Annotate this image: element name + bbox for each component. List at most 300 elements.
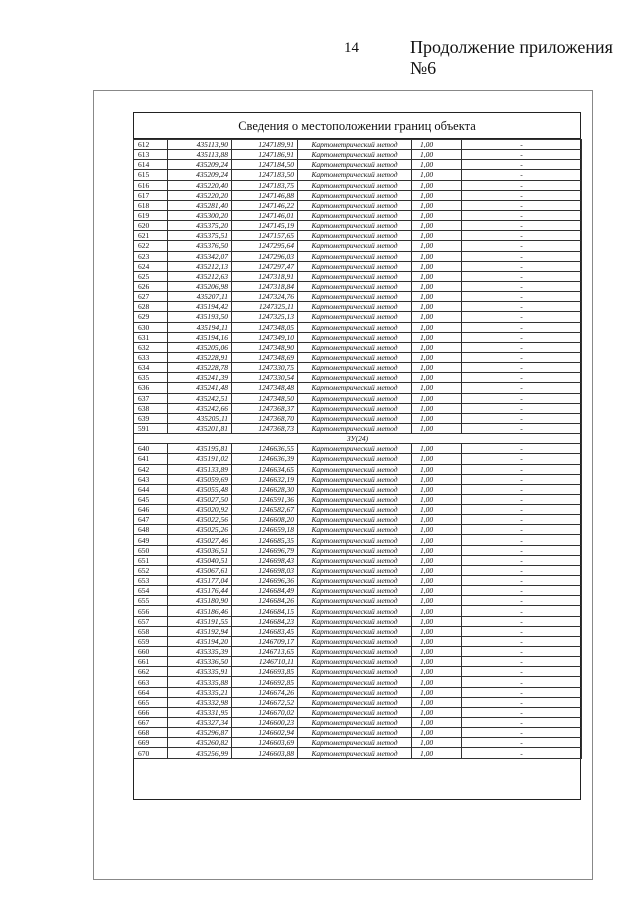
method-cell: Картометрический метод	[298, 667, 412, 677]
table-row	[134, 718, 582, 728]
description-cell: -	[462, 241, 582, 251]
coordinate-x: 435194,16	[168, 332, 232, 342]
accuracy-cell: 1,00	[412, 667, 462, 677]
point-number: 648	[134, 525, 168, 535]
point-number: 637	[134, 393, 168, 403]
method-cell: Картометрический метод	[298, 292, 412, 302]
coordinate-y: 1246634,65	[232, 464, 298, 474]
description-cell: -	[462, 342, 582, 352]
page-number: 14	[344, 40, 359, 56]
description-cell: -	[462, 545, 582, 555]
accuracy-cell: 1,00	[412, 413, 462, 423]
accuracy-cell: 1,00	[412, 515, 462, 525]
point-number: 613	[134, 150, 168, 160]
accuracy-cell: 1,00	[412, 677, 462, 687]
accuracy-cell: 1,00	[412, 474, 462, 484]
coordinate-x: 435220,20	[168, 190, 232, 200]
coordinate-x: 435195,81	[168, 444, 232, 454]
accuracy-cell: 1,00	[412, 535, 462, 545]
coordinate-y: 1246693,85	[232, 667, 298, 677]
coordinate-y: 1247368,73	[232, 423, 298, 433]
method-cell: Картометрический метод	[298, 423, 412, 433]
method-cell: Картометрический метод	[298, 322, 412, 332]
point-number: 640	[134, 444, 168, 454]
description-cell: -	[462, 454, 582, 464]
point-number: 617	[134, 190, 168, 200]
description-cell: -	[462, 707, 582, 717]
method-cell: Картометрический метод	[298, 140, 412, 150]
table-row	[134, 150, 582, 160]
coordinate-x: 435242,51	[168, 393, 232, 403]
point-number: 641	[134, 454, 168, 464]
description-cell: -	[462, 271, 582, 281]
description-cell: -	[462, 393, 582, 403]
table-row	[134, 505, 582, 515]
coordinate-y: 1247318,84	[232, 281, 298, 291]
accuracy-cell: 1,00	[412, 261, 462, 271]
accuracy-cell: 1,00	[412, 444, 462, 454]
coordinate-y: 1246659,18	[232, 525, 298, 535]
accuracy-cell: 1,00	[412, 383, 462, 393]
method-cell: Картометрический метод	[298, 515, 412, 525]
point-number: 659	[134, 636, 168, 646]
method-cell: Картометрический метод	[298, 555, 412, 565]
accuracy-cell: 1,00	[412, 363, 462, 373]
accuracy-cell: 1,00	[412, 505, 462, 515]
section-row	[134, 434, 582, 444]
point-number: 618	[134, 200, 168, 210]
accuracy-cell: 1,00	[412, 697, 462, 707]
coordinate-x: 435332,98	[168, 697, 232, 707]
accuracy-cell: 1,00	[412, 616, 462, 626]
accuracy-cell: 1,00	[412, 718, 462, 728]
coordinate-y: 1246710,11	[232, 657, 298, 667]
table-row	[134, 738, 582, 748]
accuracy-cell: 1,00	[412, 241, 462, 251]
coordinate-x: 435296,87	[168, 728, 232, 738]
coordinate-y: 1247297,47	[232, 261, 298, 271]
description-cell: -	[462, 210, 582, 220]
accuracy-cell: 1,00	[412, 271, 462, 281]
coordinate-x: 435375,51	[168, 231, 232, 241]
description-cell: -	[462, 464, 582, 474]
description-cell: -	[462, 363, 582, 373]
accuracy-cell: 1,00	[412, 180, 462, 190]
coordinate-y: 1247189,91	[232, 140, 298, 150]
method-cell: Картометрический метод	[298, 363, 412, 373]
coordinate-y: 1247146,88	[232, 190, 298, 200]
accuracy-cell: 1,00	[412, 190, 462, 200]
coordinate-y: 1247348,50	[232, 393, 298, 403]
point-number: 644	[134, 484, 168, 494]
table-row	[134, 170, 582, 180]
coordinate-y: 1247183,75	[232, 180, 298, 190]
description-cell: -	[462, 576, 582, 586]
coordinate-y: 1247146,01	[232, 210, 298, 220]
method-cell: Картометрический метод	[298, 657, 412, 667]
description-cell: -	[462, 647, 582, 657]
point-number: 622	[134, 241, 168, 251]
table-row	[134, 636, 582, 646]
point-number: 655	[134, 596, 168, 606]
description-cell: -	[462, 586, 582, 596]
accuracy-cell: 1,00	[412, 494, 462, 504]
accuracy-cell: 1,00	[412, 352, 462, 362]
table-row	[134, 292, 582, 302]
description-cell: -	[462, 150, 582, 160]
method-cell: Картометрический метод	[298, 444, 412, 454]
method-cell: Картометрический метод	[298, 413, 412, 423]
point-number: 625	[134, 271, 168, 281]
description-cell: -	[462, 657, 582, 667]
method-cell: Картометрический метод	[298, 596, 412, 606]
coordinate-x: 435191,02	[168, 454, 232, 464]
coordinate-x: 435020,92	[168, 505, 232, 515]
table-row	[134, 748, 582, 758]
description-cell: -	[462, 494, 582, 504]
accuracy-cell: 1,00	[412, 312, 462, 322]
coordinate-x: 435205,11	[168, 413, 232, 423]
coordinate-x: 435335,91	[168, 667, 232, 677]
accuracy-cell: 1,00	[412, 626, 462, 636]
description-cell: -	[462, 261, 582, 271]
table-row	[134, 606, 582, 616]
coordinate-x: 435205,06	[168, 342, 232, 352]
point-number: 657	[134, 616, 168, 626]
description-cell: -	[462, 332, 582, 342]
accuracy-cell: 1,00	[412, 738, 462, 748]
description-cell: -	[462, 251, 582, 261]
coordinate-y: 1247296,03	[232, 251, 298, 261]
table-row	[134, 707, 582, 717]
table-row	[134, 363, 582, 373]
accuracy-cell: 1,00	[412, 586, 462, 596]
method-cell: Картометрический метод	[298, 748, 412, 758]
point-number: 624	[134, 261, 168, 271]
table-row	[134, 251, 582, 261]
method-cell: Картометрический метод	[298, 494, 412, 504]
table-row	[134, 383, 582, 393]
coordinate-x: 435281,40	[168, 200, 232, 210]
method-cell: Картометрический метод	[298, 586, 412, 596]
point-number: 620	[134, 221, 168, 231]
point-number: 621	[134, 231, 168, 241]
coordinate-x: 435067,61	[168, 565, 232, 575]
coordinate-y: 1246608,20	[232, 515, 298, 525]
coordinate-y: 1247146,22	[232, 200, 298, 210]
accuracy-cell: 1,00	[412, 170, 462, 180]
table-row	[134, 302, 582, 312]
point-number: 667	[134, 718, 168, 728]
table-row	[134, 647, 582, 657]
point-number: 643	[134, 474, 168, 484]
point-number: 664	[134, 687, 168, 697]
coordinate-y: 1247186,91	[232, 150, 298, 160]
coordinates-table-body	[134, 140, 582, 759]
description-cell: -	[462, 444, 582, 454]
coordinate-y: 1246696,79	[232, 545, 298, 555]
coordinate-x: 435192,94	[168, 626, 232, 636]
method-cell: Картометрический метод	[298, 302, 412, 312]
point-number: 653	[134, 576, 168, 586]
description-cell: -	[462, 616, 582, 626]
accuracy-cell: 1,00	[412, 342, 462, 352]
coordinate-y: 1246684,15	[232, 606, 298, 616]
accuracy-cell: 1,00	[412, 302, 462, 312]
coordinate-x: 435212,63	[168, 271, 232, 281]
table-row	[134, 596, 582, 606]
method-cell: Картометрический метод	[298, 677, 412, 687]
coordinate-x: 435336,50	[168, 657, 232, 667]
coordinate-x: 435027,50	[168, 494, 232, 504]
method-cell: Картометрический метод	[298, 687, 412, 697]
method-cell: Картометрический метод	[298, 738, 412, 748]
point-number: 649	[134, 535, 168, 545]
method-cell: Картометрический метод	[298, 565, 412, 575]
table-row	[134, 271, 582, 281]
table-title: Сведения о местоположении границ объекта	[238, 119, 476, 133]
description-cell: -	[462, 200, 582, 210]
method-cell: Картометрический метод	[298, 647, 412, 657]
coordinate-x: 435241,39	[168, 373, 232, 383]
accuracy-cell: 1,00	[412, 221, 462, 231]
coordinate-y: 1246632,19	[232, 474, 298, 484]
table-row	[134, 210, 582, 220]
accuracy-cell: 1,00	[412, 140, 462, 150]
table-row	[134, 180, 582, 190]
coordinate-x: 435201,81	[168, 423, 232, 433]
coordinate-y: 1246674,26	[232, 687, 298, 697]
coordinate-y: 1246603,88	[232, 748, 298, 758]
table-row	[134, 555, 582, 565]
coordinate-y: 1246696,36	[232, 576, 298, 586]
coordinate-x: 435300,20	[168, 210, 232, 220]
point-number: 660	[134, 647, 168, 657]
accuracy-cell: 1,00	[412, 525, 462, 535]
coordinate-x: 435331,95	[168, 707, 232, 717]
coordinate-y: 1246603,69	[232, 738, 298, 748]
table-row	[134, 657, 582, 667]
method-cell: Картометрический метод	[298, 373, 412, 383]
method-cell: Картометрический метод	[298, 474, 412, 484]
point-number: 635	[134, 373, 168, 383]
method-cell: Картометрический метод	[298, 464, 412, 474]
coordinate-y: 1246685,35	[232, 535, 298, 545]
table-row	[134, 312, 582, 322]
table-row	[134, 322, 582, 332]
point-number: 623	[134, 251, 168, 261]
coordinate-y: 1246684,49	[232, 586, 298, 596]
point-number: 661	[134, 657, 168, 667]
accuracy-cell: 1,00	[412, 210, 462, 220]
point-number: 636	[134, 383, 168, 393]
accuracy-cell: 1,00	[412, 636, 462, 646]
coordinate-x: 435260,82	[168, 738, 232, 748]
point-number: 654	[134, 586, 168, 596]
coordinates-table	[133, 139, 582, 759]
accuracy-cell: 1,00	[412, 687, 462, 697]
method-cell: Картометрический метод	[298, 636, 412, 646]
accuracy-cell: 1,00	[412, 657, 462, 667]
point-number: 627	[134, 292, 168, 302]
description-cell: -	[462, 555, 582, 565]
method-cell: Картометрический метод	[298, 484, 412, 494]
coordinate-y: 1247145,19	[232, 221, 298, 231]
description-cell: -	[462, 474, 582, 484]
coordinate-x: 435335,39	[168, 647, 232, 657]
point-number: 645	[134, 494, 168, 504]
method-cell: Картометрический метод	[298, 150, 412, 160]
coordinate-x: 435027,46	[168, 535, 232, 545]
point-number: 630	[134, 322, 168, 332]
point-number: 615	[134, 170, 168, 180]
coordinate-x: 435194,11	[168, 322, 232, 332]
table-row	[134, 444, 582, 454]
method-cell: Картометрический метод	[298, 576, 412, 586]
table-row	[134, 565, 582, 575]
method-cell: Картометрический метод	[298, 707, 412, 717]
accuracy-cell: 1,00	[412, 393, 462, 403]
description-cell: -	[462, 535, 582, 545]
table-row	[134, 586, 582, 596]
accuracy-cell: 1,00	[412, 576, 462, 586]
table-row	[134, 342, 582, 352]
description-cell: -	[462, 281, 582, 291]
description-cell: -	[462, 423, 582, 433]
point-number: 633	[134, 352, 168, 362]
table-row	[134, 261, 582, 271]
description-cell: -	[462, 322, 582, 332]
point-number: 650	[134, 545, 168, 555]
coordinate-x: 435342,07	[168, 251, 232, 261]
description-cell: -	[462, 170, 582, 180]
table-row	[134, 667, 582, 677]
method-cell: Картометрический метод	[298, 535, 412, 545]
description-cell: -	[462, 677, 582, 687]
coordinate-y: 1246636,39	[232, 454, 298, 464]
accuracy-cell: 1,00	[412, 423, 462, 433]
coordinate-y: 1247325,13	[232, 312, 298, 322]
coordinate-x: 435228,91	[168, 352, 232, 362]
point-number: 666	[134, 707, 168, 717]
coordinate-y: 1246672,52	[232, 697, 298, 707]
coordinate-x: 435059,69	[168, 474, 232, 484]
accuracy-cell: 1,00	[412, 292, 462, 302]
method-cell: Картометрический метод	[298, 728, 412, 738]
coordinate-x: 435207,11	[168, 292, 232, 302]
accuracy-cell: 1,00	[412, 606, 462, 616]
coordinate-y: 1247184,50	[232, 160, 298, 170]
description-cell: -	[462, 312, 582, 322]
accuracy-cell: 1,00	[412, 565, 462, 575]
description-cell: -	[462, 302, 582, 312]
table-row	[134, 200, 582, 210]
table-row	[134, 464, 582, 474]
coordinate-y: 1246628,30	[232, 484, 298, 494]
description-cell: -	[462, 596, 582, 606]
accuracy-cell: 1,00	[412, 647, 462, 657]
description-cell: -	[462, 160, 582, 170]
description-cell: -	[462, 667, 582, 677]
method-cell: Картометрический метод	[298, 200, 412, 210]
coordinate-x: 435022,56	[168, 515, 232, 525]
coordinate-y: 1247368,70	[232, 413, 298, 423]
point-number: 616	[134, 180, 168, 190]
table-row	[134, 221, 582, 231]
point-number: 631	[134, 332, 168, 342]
table-row	[134, 332, 582, 342]
method-cell: Картометрический метод	[298, 718, 412, 728]
description-cell: -	[462, 180, 582, 190]
coordinate-x: 435180,90	[168, 596, 232, 606]
table-row	[134, 728, 582, 738]
method-cell: Картометрический метод	[298, 332, 412, 342]
point-number: 614	[134, 160, 168, 170]
accuracy-cell: 1,00	[412, 281, 462, 291]
table-row	[134, 576, 582, 586]
coordinate-x: 435327,34	[168, 718, 232, 728]
coordinate-y: 1246600,23	[232, 718, 298, 728]
coordinate-y: 1246636,55	[232, 444, 298, 454]
table-row	[134, 231, 582, 241]
point-number: 612	[134, 140, 168, 150]
accuracy-cell: 1,00	[412, 454, 462, 464]
method-cell: Картометрический метод	[298, 626, 412, 636]
coordinate-x: 435193,50	[168, 312, 232, 322]
description-cell: -	[462, 636, 582, 646]
coordinate-y: 1246683,45	[232, 626, 298, 636]
coordinate-y: 1247348,69	[232, 352, 298, 362]
coordinate-x: 435335,88	[168, 677, 232, 687]
table-row	[134, 190, 582, 200]
point-number: 634	[134, 363, 168, 373]
point-number: 668	[134, 728, 168, 738]
method-cell: Картометрический метод	[298, 383, 412, 393]
table-row	[134, 697, 582, 707]
point-number: 669	[134, 738, 168, 748]
section-label: ЗУ(24)	[134, 434, 582, 444]
method-cell: Картометрический метод	[298, 393, 412, 403]
accuracy-cell: 1,00	[412, 200, 462, 210]
table-row	[134, 413, 582, 423]
method-cell: Картометрический метод	[298, 697, 412, 707]
table-row	[134, 403, 582, 413]
point-number: 626	[134, 281, 168, 291]
coordinate-y: 1247330,54	[232, 373, 298, 383]
point-number: 638	[134, 403, 168, 413]
coordinate-y: 1247324,76	[232, 292, 298, 302]
point-number: 670	[134, 748, 168, 758]
method-cell: Картометрический метод	[298, 352, 412, 362]
coordinate-y: 1247348,90	[232, 342, 298, 352]
point-number: 651	[134, 555, 168, 565]
accuracy-cell: 1,00	[412, 555, 462, 565]
description-cell: -	[462, 748, 582, 758]
accuracy-cell: 1,00	[412, 545, 462, 555]
coordinate-x: 435220,40	[168, 180, 232, 190]
method-cell: Картометрический метод	[298, 231, 412, 241]
coordinate-y: 1247325,11	[232, 302, 298, 312]
accuracy-cell: 1,00	[412, 707, 462, 717]
accuracy-cell: 1,00	[412, 150, 462, 160]
method-cell: Картометрический метод	[298, 251, 412, 261]
point-number: 652	[134, 565, 168, 575]
table-row	[134, 423, 582, 433]
method-cell: Картометрический метод	[298, 312, 412, 322]
accuracy-cell: 1,00	[412, 484, 462, 494]
coordinate-y: 1247348,48	[232, 383, 298, 393]
point-number: 662	[134, 667, 168, 677]
